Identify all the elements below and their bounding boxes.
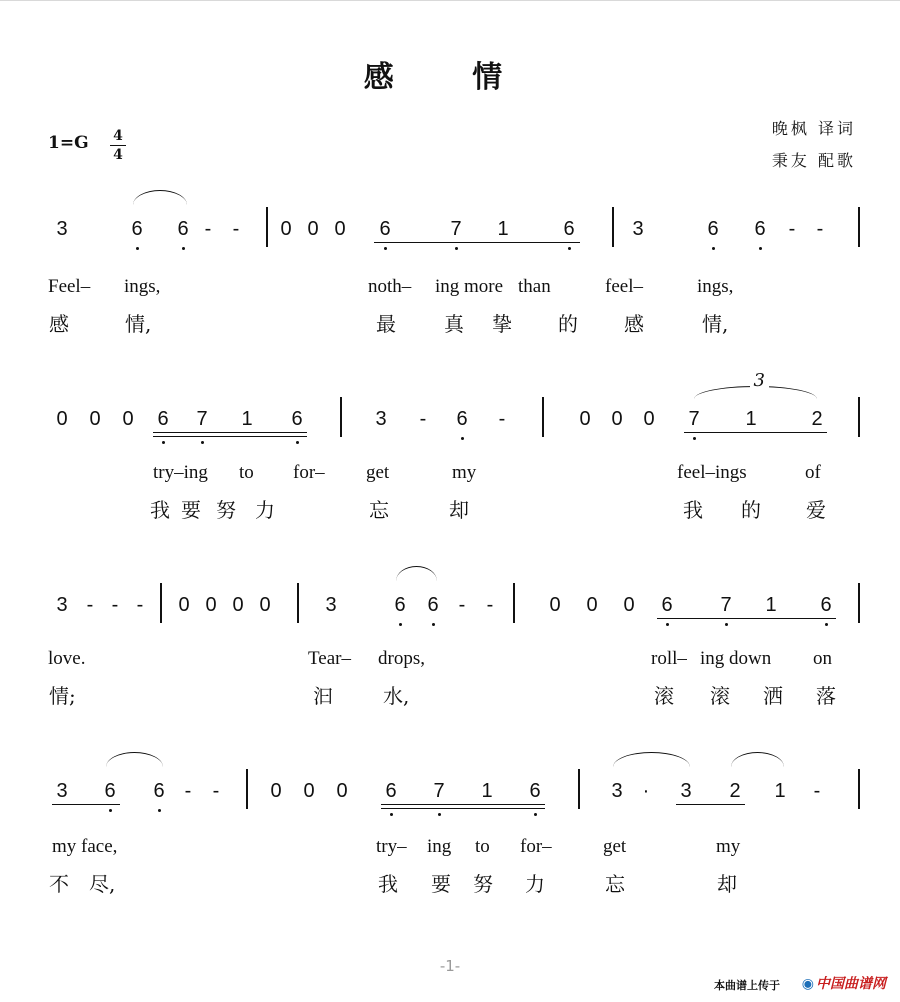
beam-underline [153,436,307,437]
jianpu-note: 6 [157,408,169,430]
hold-dash: - [111,594,119,616]
time-signature [110,128,126,163]
jianpu-note: 1 [765,594,777,616]
lyric-chinese: 情; [49,684,76,708]
beam-underline [676,804,745,805]
octave-dot-low [182,247,185,250]
lyric-english: ings, [697,276,734,297]
jianpu-note: 6 [661,594,673,616]
octave-dot-low [712,247,715,250]
rest-note: 0 [270,780,282,802]
time-signature-bottom: 4 [113,147,123,163]
octave-dot-low [399,623,402,626]
lyric-chinese: 我 [150,498,170,522]
bar-line [160,583,162,623]
beam-underline [657,618,836,619]
lyric-chinese: 不 [49,872,69,896]
beam-underline [52,804,120,805]
jianpu-note: 6 [563,218,575,240]
lyric-chinese: 却 [449,498,469,522]
rest-note: 0 [122,408,134,430]
lyric-english: on [813,648,832,669]
lyric-chinese: 力 [525,872,545,896]
lyric-english: my [716,836,741,857]
lyric-english: try– [376,836,407,857]
jianpu-note: 2 [729,780,741,802]
lyric-english: roll– [651,648,687,669]
lyric-chinese: 要 [431,872,451,896]
octave-dot-low [390,813,393,816]
lyric-chinese: 却 [717,872,737,896]
hold-dash: - [86,594,94,616]
hold-dash: - [204,218,212,240]
rest-note: 0 [586,594,598,616]
rest-note: 0 [89,408,101,430]
lyric-english: try–ing [153,462,208,483]
bar-line [858,583,860,623]
beam-underline [381,804,545,805]
hold-dash: - [232,218,240,240]
jianpu-note: 6 [153,780,165,802]
octave-dot-low [158,809,161,812]
hold-dash: - [788,218,796,240]
jianpu-note: 6 [131,218,143,240]
rest-note: 0 [579,408,591,430]
octave-dot-low [384,247,387,250]
lyric-chinese: 力 [255,498,275,522]
jianpu-note: 3 [325,594,337,616]
arranger-credit: 秉友 配歌 [771,151,856,170]
lyric-chinese: 落 [816,684,836,708]
hold-dash: - [816,218,824,240]
lyric-chinese: 的 [741,498,761,522]
jianpu-note: 3 [375,408,387,430]
jianpu-note: 6 [707,218,719,240]
lyricist-credit: 晚枫 译词 [771,119,856,138]
lyric-english: ing more [435,276,504,297]
tie-slur [106,752,163,767]
lyric-chinese: 水, [383,684,410,708]
triplet-label: 3 [750,370,769,391]
lyric-chinese: 情, [702,312,729,336]
jianpu-note: 6 [820,594,832,616]
jianpu-note: 2 [811,408,823,430]
rest-note: 0 [56,408,68,430]
site-name: 中国曲谱网 [816,976,886,992]
jianpu-note: 3 [632,218,644,240]
jianpu-note: 3 [611,780,623,802]
jianpu-note: 3 [56,594,68,616]
lyric-chinese: 真 [444,312,464,336]
rest-note: 0 [336,780,348,802]
rest-note: 0 [232,594,244,616]
site-logo-icon: ◉ [801,976,814,992]
rest-note: 0 [549,594,561,616]
octave-dot-low [461,437,464,440]
bar-line [513,583,515,623]
jianpu-note: 3 [680,780,692,802]
jianpu-note: 1 [774,780,786,802]
beam-underline [153,432,307,433]
upload-source-label: 本曲谱上传于 [714,979,780,992]
rest-note: 0 [178,594,190,616]
octave-dot-low [693,437,696,440]
octave-dot-low [109,809,112,812]
jianpu-note: 7 [688,408,700,430]
jianpu-note: 6 [385,780,397,802]
jianpu-note: 7 [433,780,445,802]
octave-dot-low [136,247,139,250]
bar-line [858,207,860,247]
lyric-chinese: 努 [473,872,493,896]
time-signature-rule [110,145,126,146]
lyric-english: for– [293,462,325,483]
octave-dot-low [162,441,165,444]
jianpu-note: 1 [745,408,757,430]
bar-line [612,207,614,247]
octave-dot-low [725,623,728,626]
page-top-border [0,0,900,1]
lyric-chinese: 情, [125,312,152,336]
jianpu-note: 1 [241,408,253,430]
lyric-english: feel– [605,276,643,297]
jianpu-note: 1 [497,218,509,240]
lyric-english: Tear– [308,648,351,669]
lyric-english: for– [520,836,552,857]
octave-dot-low [759,247,762,250]
lyric-english: to [475,836,490,857]
lyric-english: get [366,462,390,483]
tie-slur [731,752,784,767]
lyric-english: my [452,462,477,483]
lyric-english: feel–ings [677,462,747,483]
rest-note: 0 [623,594,635,616]
bar-line [858,769,860,809]
bar-line [297,583,299,623]
lyric-chinese: 我 [683,498,703,522]
lyric-english: than [518,276,551,297]
octave-dot-low [568,247,571,250]
hold-dash: - [458,594,466,616]
bar-line [858,397,860,437]
jianpu-note: 3 [56,218,68,240]
key-signature: 1=G [48,133,89,153]
jianpu-note: 6 [379,218,391,240]
lyric-english: ing down [700,648,772,669]
rest-note: 0 [307,218,319,240]
lyric-chinese: 洒 [763,684,783,708]
jianpu-note: 6 [427,594,439,616]
lyric-english: Feel– [48,276,91,297]
lyric-chinese: 我 [378,872,398,896]
lyric-chinese: 要 [181,498,201,522]
lyric-chinese: 感 [624,312,644,336]
jianpu-note: 6 [456,408,468,430]
tie-slur [133,190,187,205]
rest-note: 0 [259,594,271,616]
jianpu-note: 6 [529,780,541,802]
lyric-chinese: 滚 [710,684,730,708]
jianpu-note: 1 [481,780,493,802]
jianpu-note: 6 [177,218,189,240]
beam-underline [684,432,827,433]
octave-dot-low [666,623,669,626]
page-number: -1- [439,957,461,975]
lyric-chinese: 忘 [605,872,625,896]
lyric-chinese: 尽, [89,872,116,896]
lyric-english: drops, [378,648,425,669]
lyric-english: ing [427,836,452,857]
lyric-chinese: 汩 [313,684,333,708]
octave-dot-low [534,813,537,816]
beam-underline [374,242,580,243]
bar-line [542,397,544,437]
lyric-english: my face, [52,836,118,857]
augmentation-dot: · [642,780,650,802]
hold-dash: - [813,780,821,802]
jianpu-note: 6 [754,218,766,240]
jianpu-note: 7 [720,594,732,616]
bar-line [340,397,342,437]
rest-note: 0 [643,408,655,430]
hold-dash: - [419,408,427,430]
lyric-english: get [603,836,627,857]
hold-dash: - [498,408,506,430]
octave-dot-low [432,623,435,626]
rest-note: 0 [205,594,217,616]
lyric-chinese: 的 [558,312,578,336]
rest-note: 0 [303,780,315,802]
jianpu-note: 6 [291,408,303,430]
hold-dash: - [212,780,220,802]
lyric-english: love. [48,648,86,669]
lyric-chinese: 忘 [369,498,389,522]
bar-line [578,769,580,809]
lyric-chinese: 滚 [654,684,674,708]
time-signature-top: 4 [113,128,123,144]
jianpu-note: 6 [104,780,116,802]
octave-dot-low [438,813,441,816]
lyric-chinese: 感 [49,312,69,336]
lyric-english: to [239,462,254,483]
hold-dash: - [136,594,144,616]
jianpu-note: 7 [196,408,208,430]
beam-underline [381,808,545,809]
song-title: 感 情 [363,60,537,95]
octave-dot-low [296,441,299,444]
tie-slur [613,752,690,767]
hold-dash: - [486,594,494,616]
tie-slur [396,566,437,581]
bar-line [266,207,268,247]
octave-dot-low [201,441,204,444]
lyric-english: noth– [368,276,412,297]
lyric-chinese: 最 [376,312,396,336]
bar-line [246,769,248,809]
rest-note: 0 [611,408,623,430]
lyric-chinese: 爱 [806,498,826,522]
rest-note: 0 [334,218,346,240]
octave-dot-low [455,247,458,250]
lyric-chinese: 努 [216,498,236,522]
jianpu-note: 7 [450,218,462,240]
site-logo [802,973,886,993]
rest-note: 0 [280,218,292,240]
hold-dash: - [184,780,192,802]
lyric-english: of [805,462,821,483]
lyric-chinese: 挚 [492,312,512,336]
jianpu-note: 6 [394,594,406,616]
lyric-english: ings, [124,276,161,297]
octave-dot-low [825,623,828,626]
jianpu-note: 3 [56,780,68,802]
